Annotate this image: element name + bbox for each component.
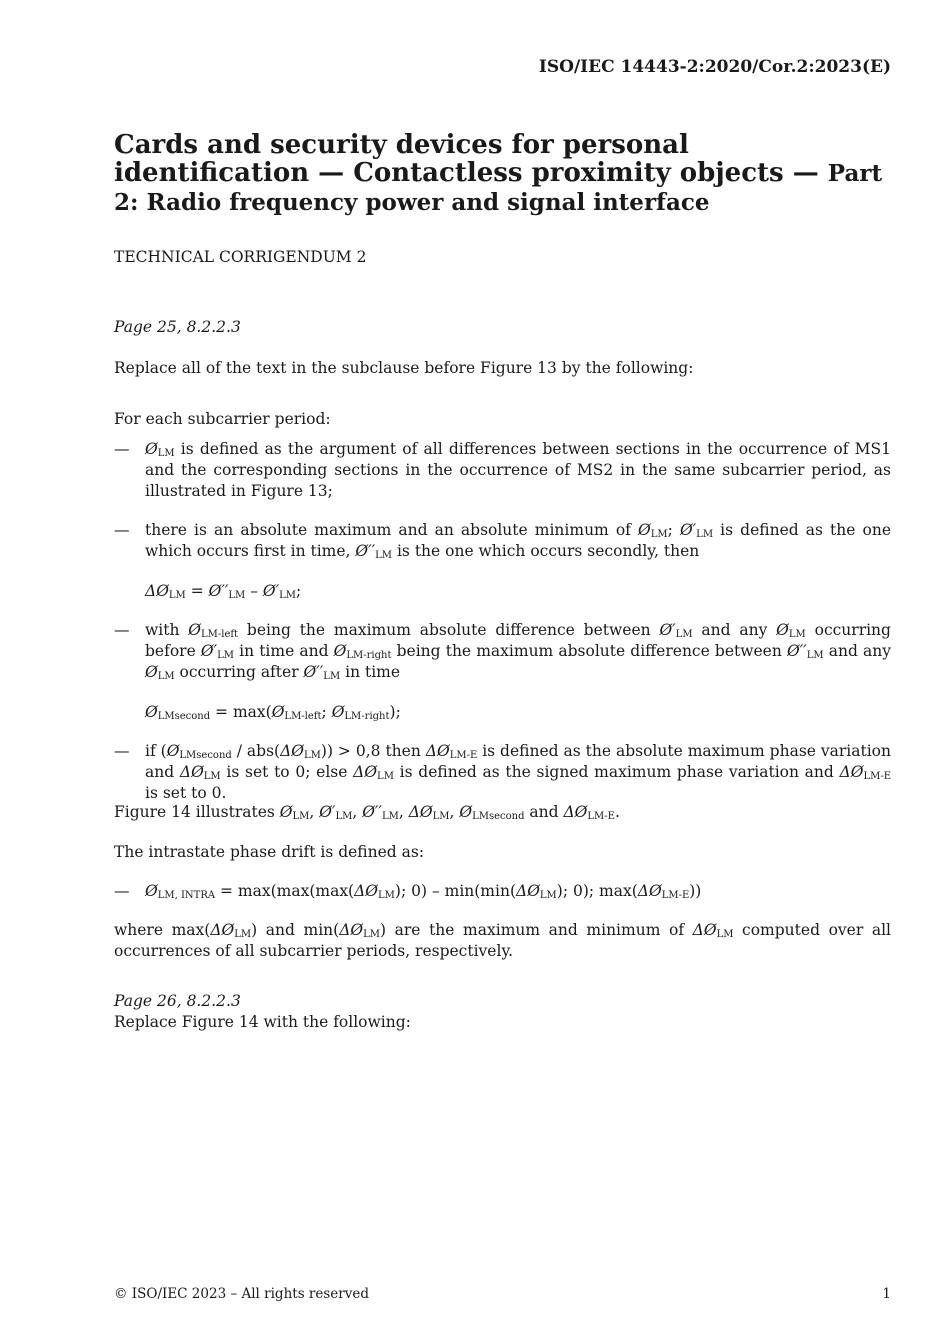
figure-14-reference-text: Figure 14 illustrates $Ø_{LM}$, $Ø'_{LM}$, $Ø''_{LM}$, $\Delta Ø_{LM}$, $Ø_{LMsecond}$ and $\Delta Ø_{LM-E}$. (114, 803, 620, 822)
section1-reference: Page 25, 8.2.2.3 (114, 318, 241, 336)
document-id-header: ISO/IEC 14443-2:2020/Cor.2:2023(E) (538, 57, 891, 77)
list-item: there is an absolute maximum and an absolute minimum of $Ø_{LM}$; $Ø'_{LM}$ is defined as the one which occurs first in time, $Ø''_{LM}$ is the one which occurs secondly, then (145, 521, 891, 561)
list-dash: — (114, 742, 130, 760)
list-item: if ($Ø_{LMsecond}$ / $abs(\Delta Ø_{LM})) > 0,8$ then $\Delta Ø_{LM-E}$ is defined as the absolute maximum phase variation and $\Delta Ø_{LM}$ is set to 0; else $\Delta Ø_{LM}$ is defined as the signed maximum phase variation and $\Delta Ø_{LM-E}$ is set to 0. (145, 742, 892, 802)
document-title (114, 131, 884, 217)
section1-intro: For each subcarrier period: (114, 410, 331, 428)
list-dash: — (114, 621, 130, 639)
list-item: $Ø_{LM}$ is defined as the argument of all differences between sections in the occurrence of MS1 and the corresponding sections in the occurrence of MS2 in the same subcarrier period, as illustrated in Figure 13; (145, 440, 891, 500)
section2-instruction: Replace Figure 14 with the following: (114, 1013, 411, 1031)
document-subtitle: TECHNICAL CORRIGENDUM 2 (114, 248, 367, 266)
page-number: 1 (882, 1286, 891, 1302)
title-part: Part 2: Radio frequency power and signal interface (114, 160, 883, 216)
drift-definition-intro: The intrastate phase drift is defined as: (114, 843, 425, 861)
section2-reference: Page 26, 8.2.2.3 (114, 992, 241, 1010)
title-main: Cards and security devices for personal identification — Contactless proximity objects — (114, 130, 828, 188)
formula-phase-second: $Ø_{LMsecond}$ = $\max(Ø_{LM-left}$; $Ø_{LM-right}$); (145, 703, 401, 722)
list-dash: — (114, 882, 130, 900)
drift-explanation: where $\max(\Delta Ø_{LM})$ and $\min(\Delta Ø_{LM})$ are the maximum and minimum of $\Delta Ø_{LM}$ computed over all occurrences of all subcarrier periods, respectively. (114, 921, 892, 960)
formula-delta-phase: $\Delta Ø_{LM}$ = $Ø''_{LM}$ – $Ø'_{LM}$; (145, 582, 302, 601)
list-dash: — (114, 440, 130, 458)
list-item: with $Ø_{LM-left}$ being the maximum absolute difference between $Ø'_{LM}$ and any $Ø_{LM}$ occurring before $Ø'_{LM}$ in time and $Ø_{LM-right}$ being the maximum absolute difference between $Ø''_{LM}$ and any $Ø_{LM}$ occurring after $Ø''_{LM}$ in time (145, 621, 891, 682)
list-dash: — (114, 521, 130, 539)
formula-intra-drift: $Ø_{LM, INTRA}$ = $\max(\max(\max(\Delta Ø_{LM})$; $0) - \min(\min(\Delta Ø_{LM})$; 0); $\max(\Delta Ø_{LM-E})$) (145, 882, 702, 901)
copyright-footer: © ISO/IEC 2023 – All rights reserved (114, 1286, 369, 1302)
section1-instruction: Replace all of the text in the subclause before Figure 13 by the following: (114, 359, 694, 377)
